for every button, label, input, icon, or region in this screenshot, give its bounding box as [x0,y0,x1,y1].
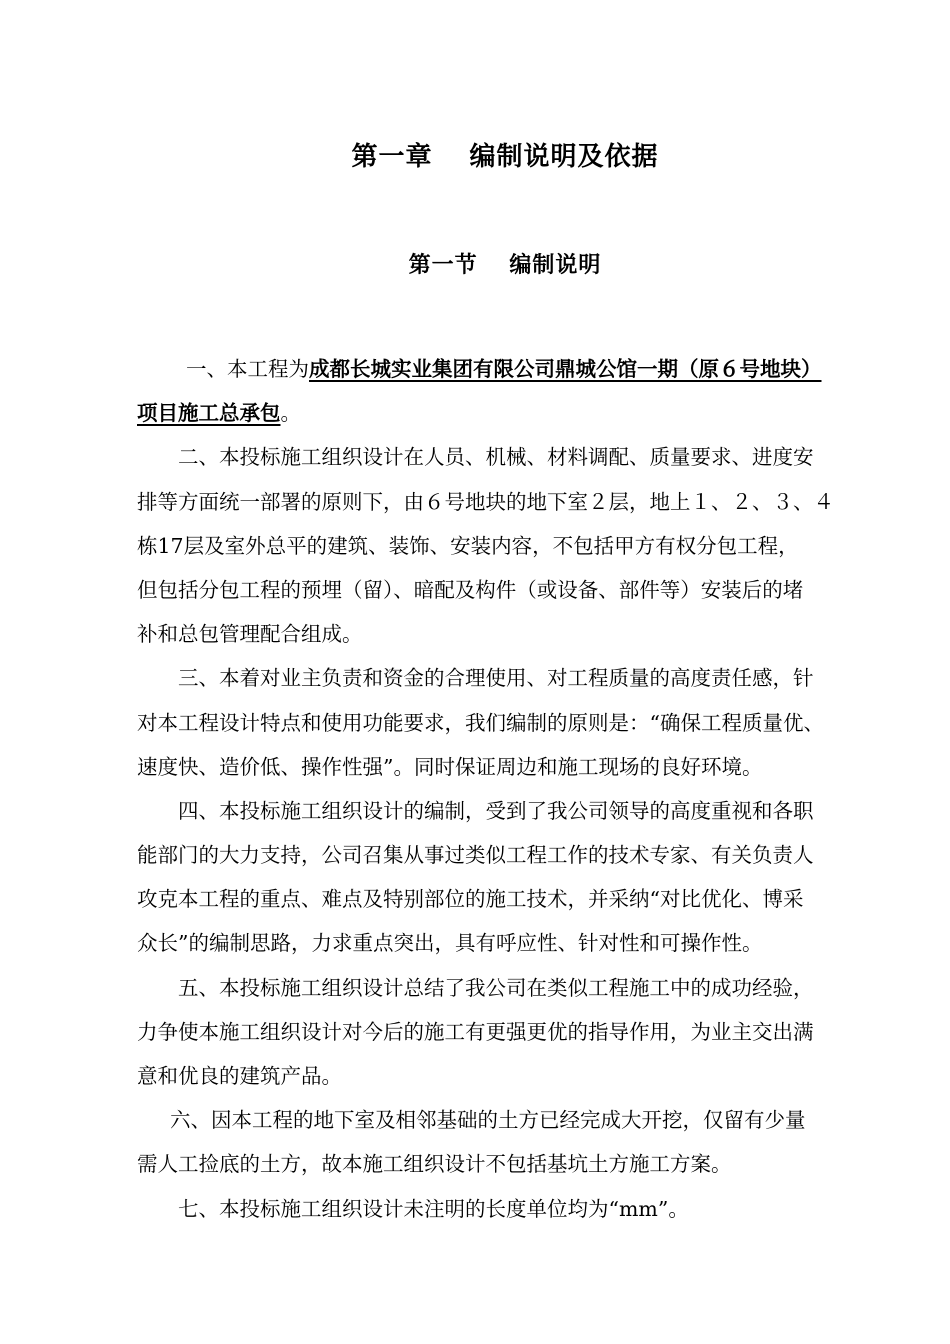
paragraph-1 [137,349,892,437]
paragraph-7 [137,1189,892,1233]
text-line [137,968,892,1012]
text-run: 栋17层及室外总平的建筑、装饰、安装内容，不包括甲方有权分包工程， [137,533,799,558]
text-run: 但包括分包工程的预埋（留）、暗配及构件（或设备、部件等）安装后的堵 [137,577,804,602]
paragraph-3 [137,658,892,791]
text-run: 六、因本工程的地下室及相邻基础的土方已经完成大开挖，仅留有少量 [170,1108,806,1133]
text-line [137,526,892,570]
text-line [137,614,892,658]
text-run: 五、本投标施工组织设计总结了我公司在类似工程施工中的成功经验， [178,975,814,1000]
text-run: 四、本投标施工组织设计的编制，受到了我公司领导的高度重视和各职 [178,798,814,823]
text-run: 能部门的大力支持，公司召集从事过类似工程工作的技术专家、有关负责人 [137,843,814,868]
text-line [137,747,892,791]
text-run: 速度快、造价低、操作性强”。同时保证周边和施工现场的良好环境。 [137,754,763,779]
text-run: 意和优良的建筑产品。 [137,1064,342,1088]
underlined-project-name: 成都长城实业集团有限公司鼎城公馆一期（原６号地块） [309,357,822,381]
text-line [137,482,892,526]
text-line [137,393,892,437]
text-line [137,1056,892,1100]
underlined-project-name: 项目施工总承包 [137,401,281,426]
text-line [137,437,892,481]
text-line [137,1144,892,1188]
paragraph-2 [137,437,892,658]
chapter-title: 第一章 编制说明及依据 [351,142,659,172]
text-line [137,879,892,923]
text-run: 对本工程设计特点和使用功能要求，我们编制的原则是：“确保工程质量优、 [137,710,824,735]
text-run: 。 [280,401,301,426]
text-line [137,349,892,393]
text-line [137,923,892,967]
text-line [137,1012,892,1056]
text-line [137,570,892,614]
text-run: 力争使本施工组织设计对今后的施工有更强更优的指导作用，为业主交出满 [137,1019,814,1044]
text-run: 需人工捡底的土方，故本施工组织设计不包括基坑土方施工方案。 [137,1152,732,1177]
document-body [137,349,892,1233]
text-line [137,835,892,879]
text-line [137,1189,892,1233]
text-run: 众长”的编制思路，力求重点突出，具有呼应性、针对性和可操作性。 [137,931,763,956]
text-run: 补和总包管理配合组成。 [137,622,363,647]
text-run: 七、本投标施工组织设计未注明的长度单位均为“mm”。 [178,1196,689,1221]
text-run: 二、本投标施工组织设计在人员、机械、材料调配、质量要求、进度安 [178,445,814,470]
text-line [137,791,892,835]
text-run: 一、本工程为 [186,357,309,381]
paragraph-4 [137,791,892,968]
paragraph-6 [137,1100,892,1188]
text-run: 排等方面统一部署的原则下，由６号地块的地下室２层，地上１、２、３、４ [137,489,834,514]
text-line [137,658,892,702]
text-run: 攻克本工程的重点、难点及特别部位的施工技术，并采纳“对比优化、博采 [137,887,804,912]
text-line [137,1100,892,1144]
text-line [137,703,892,747]
paragraph-5 [137,968,892,1101]
section-title: 第一节 编制说明 [408,252,602,278]
text-run: 三、本着对业主负责和资金的合理使用、对工程质量的高度责任感，针 [178,666,814,691]
